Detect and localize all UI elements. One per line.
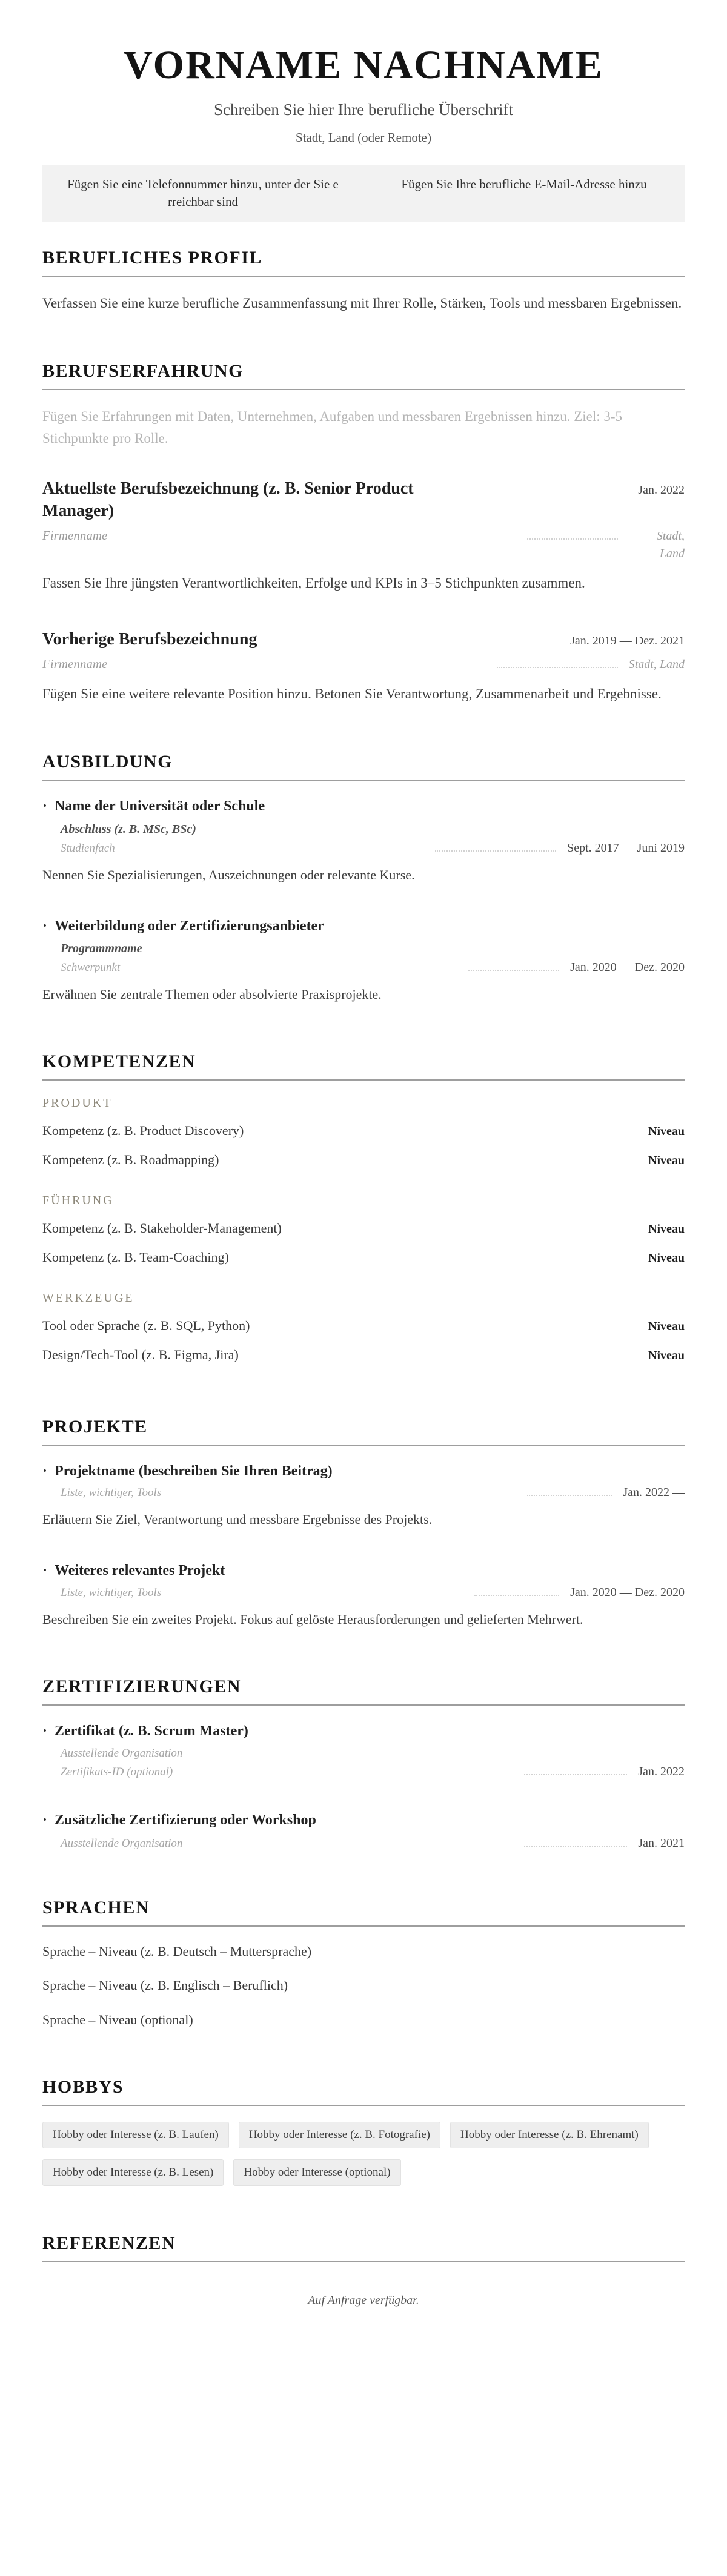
skill-row bbox=[42, 1243, 685, 1272]
job-meta-row bbox=[42, 528, 685, 563]
hobby-chip: Hobby oder Interesse (z. B. Ehrenamt) bbox=[450, 2122, 649, 2148]
job-location: Stadt, Land bbox=[628, 657, 685, 671]
job-title-row bbox=[42, 628, 685, 651]
placeholder-line bbox=[474, 1595, 559, 1596]
issuer: Ausstellende Organisation bbox=[61, 1747, 183, 1760]
skill-name: Tool oder Sprache (z. B. SQL, Python) bbox=[42, 1318, 250, 1334]
skill-group bbox=[42, 1291, 685, 1369]
education-entry bbox=[42, 796, 685, 884]
resume-header bbox=[42, 42, 685, 222]
placeholder-line bbox=[524, 1774, 627, 1775]
certification-entry bbox=[42, 1810, 685, 1850]
skill-name: Kompetenz (z. B. Product Discovery) bbox=[42, 1123, 244, 1139]
certification-meta-row bbox=[61, 1836, 685, 1850]
certification-meta-row bbox=[61, 1765, 685, 1779]
hobby-chip: Hobby oder Interesse (z. B. Fotografie) bbox=[239, 2122, 440, 2148]
skill-level: Niveau bbox=[648, 1125, 685, 1139]
skill-row bbox=[42, 1145, 685, 1174]
placeholder-line bbox=[435, 850, 556, 852]
project-title: · Projektname (beschreiben Sie Ihren Beitrag) bbox=[42, 1462, 685, 1481]
job-title: Vorherige Berufsbezeichnung bbox=[42, 629, 257, 649]
section-education bbox=[42, 752, 685, 1004]
project-dates: Jan. 2020 — Dez. 2020 bbox=[570, 1585, 685, 1599]
issuer: Ausstellende Organisation bbox=[61, 1836, 183, 1850]
education-meta-row bbox=[61, 841, 685, 855]
school-name: · Name der Universität oder Schule bbox=[42, 796, 685, 816]
language-item: Sprache – Niveau (z. B. Englisch – Beruflich) bbox=[42, 1978, 288, 1993]
education-dates: Sept. 2017 — Juni 2019 bbox=[567, 841, 685, 855]
job-dates: Jan. 2019 — Dez. 2021 bbox=[570, 634, 685, 647]
section-heading-education: AUSBILDUNG bbox=[42, 752, 685, 781]
skill-row bbox=[42, 1311, 685, 1340]
section-heading-certifications: ZERTIFIZIERUNGEN bbox=[42, 1677, 685, 1706]
skill-level: Niveau bbox=[648, 1154, 685, 1168]
placeholder-line bbox=[497, 667, 618, 668]
language-item: Sprache – Niveau (optional) bbox=[42, 2012, 193, 2028]
job-summary: Fügen Sie eine weitere relevante Position hinzu. Betonen Sie Verantwortung, Zusammenarbeit und Ergebnisse. bbox=[42, 686, 662, 701]
placeholder-line bbox=[524, 1846, 627, 1847]
section-references bbox=[42, 2233, 685, 2308]
job-meta-row bbox=[42, 656, 685, 674]
project-description: Erläutern Sie Ziel, Verantwortung und messbare Ergebnisse des Projekts. bbox=[42, 1512, 433, 1528]
project-meta-row bbox=[61, 1486, 685, 1500]
field-of-study: Schwerpunkt bbox=[61, 961, 121, 975]
section-heading-languages: SPRACHEN bbox=[42, 1898, 685, 1927]
placeholder-line bbox=[468, 970, 559, 971]
section-profile bbox=[42, 248, 685, 314]
skill-name: Kompetenz (z. B. Roadmapping) bbox=[42, 1152, 219, 1168]
education-meta-row bbox=[61, 961, 685, 975]
skill-group bbox=[42, 1096, 685, 1174]
job-location: Stadt, Land bbox=[656, 529, 685, 561]
placeholder-line bbox=[527, 538, 618, 540]
job-summary: Fassen Sie Ihre jüngsten Verantwortlichkeiten, Erfolge und KPIs in 3–5 Stichpunkten zusammen. bbox=[42, 575, 585, 591]
project-tools: Liste, wichtiger, Tools bbox=[61, 1486, 162, 1500]
section-heading-skills: KOMPETENZEN bbox=[42, 1051, 685, 1081]
section-projects bbox=[42, 1417, 685, 1629]
project-entry bbox=[42, 1462, 685, 1529]
job-entry bbox=[42, 477, 685, 594]
skill-row bbox=[42, 1214, 685, 1243]
language-item: Sprache – Niveau (z. B. Deutsch – Muttersprache) bbox=[42, 1943, 312, 1959]
section-experience bbox=[42, 361, 685, 704]
skill-group-label: PRODUKT bbox=[42, 1096, 113, 1110]
job-title: Aktuellste Berufsbezeichnung (z. B. Senior Product Manager) bbox=[42, 478, 414, 521]
hobby-chip: Hobby oder Interesse (z. B. Lesen) bbox=[42, 2159, 224, 2186]
certification-dates: Jan. 2021 bbox=[638, 1836, 685, 1850]
profile-summary: Verfassen Sie eine kurze berufliche Zusammenfassung mit Ihrer Rolle, Stärken, Tools und messbaren Ergebnissen. bbox=[42, 295, 682, 311]
hobby-chip-list bbox=[42, 2122, 685, 2186]
project-entry bbox=[42, 1561, 685, 1629]
education-note: Nennen Sie Spezialisierungen, Auszeichnungen oder relevante Kurse. bbox=[42, 867, 415, 882]
references-note: Auf Anfrage verfügbar. bbox=[308, 2294, 419, 2307]
contact-bar bbox=[42, 165, 685, 222]
certification-entry bbox=[42, 1721, 685, 1779]
skill-row bbox=[42, 1116, 685, 1145]
skill-level: Niveau bbox=[648, 1320, 685, 1334]
skill-level: Niveau bbox=[648, 1222, 685, 1236]
project-dates: Jan. 2022 — bbox=[623, 1486, 685, 1500]
degree: Abschluss (z. B. MSc, BSc) bbox=[61, 822, 196, 836]
education-dates: Jan. 2020 — Dez. 2020 bbox=[570, 961, 685, 975]
skill-group-label: WERKZEUGE bbox=[42, 1291, 134, 1305]
project-tools: Liste, wichtiger, Tools bbox=[61, 1586, 162, 1599]
section-languages bbox=[42, 1898, 685, 2030]
skill-name: Kompetenz (z. B. Stakeholder-Management) bbox=[42, 1220, 282, 1236]
hobby-chip: Hobby oder Interesse (z. B. Laufen) bbox=[42, 2122, 229, 2148]
section-hobbies bbox=[42, 2077, 685, 2186]
skill-level: Niveau bbox=[648, 1349, 685, 1363]
section-heading-projects: PROJEKTE bbox=[42, 1417, 685, 1446]
skill-name: Design/Tech-Tool (z. B. Figma, Jira) bbox=[42, 1347, 239, 1363]
section-heading-hobbies: HOBBYS bbox=[42, 2077, 685, 2106]
skill-name: Kompetenz (z. B. Team-Coaching) bbox=[42, 1250, 229, 1265]
location-line: Stadt, Land (oder Remote) bbox=[296, 130, 431, 145]
certification-title: · Zertifikat (z. B. Scrum Master) bbox=[42, 1721, 685, 1741]
section-certifications bbox=[42, 1677, 685, 1850]
company-name: Firmenname bbox=[42, 528, 108, 543]
job-title-row bbox=[42, 477, 685, 523]
placeholder-line bbox=[527, 1495, 612, 1496]
email-placeholder: Fügen Sie Ihre berufliche E-Mail-Adresse hinzu bbox=[401, 176, 647, 191]
project-description: Beschreiben Sie ein zweites Projekt. Fokus auf gelöste Herausforderungen und gelieferten Mehrwert. bbox=[42, 1611, 583, 1627]
section-heading-references: REFERENZEN bbox=[42, 2233, 685, 2262]
professional-headline: Schreiben Sie hier Ihre berufliche Überschrift bbox=[213, 100, 514, 119]
section-heading-experience: BERUFSERFAHRUNG bbox=[42, 361, 685, 390]
skill-row bbox=[42, 1340, 685, 1369]
project-meta-row bbox=[61, 1586, 685, 1600]
credential-id: Zertifikats-ID (optional) bbox=[61, 1766, 173, 1779]
job-entry bbox=[42, 628, 685, 704]
skill-group bbox=[42, 1194, 685, 1272]
section-skills bbox=[42, 1051, 685, 1369]
education-entry bbox=[42, 916, 685, 1004]
skill-level: Niveau bbox=[648, 1251, 685, 1265]
education-note: Erwähnen Sie zentrale Themen oder absolvierte Praxisprojekte. bbox=[42, 987, 382, 1002]
certification-title: · Zusätzliche Zertifizierung oder Workshop bbox=[42, 1810, 685, 1830]
school-name: · Weiterbildung oder Zertifizierungsanbieter bbox=[42, 916, 685, 936]
hobby-chip: Hobby oder Interesse (optional) bbox=[233, 2159, 400, 2186]
degree: Programmname bbox=[61, 942, 142, 956]
skill-group-label: FÜHRUNG bbox=[42, 1194, 114, 1208]
job-dates: Jan. 2022 — bbox=[638, 483, 685, 514]
certification-dates: Jan. 2022 bbox=[638, 1765, 685, 1779]
section-heading-profile: BERUFLICHES PROFIL bbox=[42, 248, 685, 277]
project-title: · Weiteres relevantes Projekt bbox=[42, 1561, 685, 1580]
candidate-name: VORNAME NACHNAME bbox=[124, 43, 603, 87]
company-name: Firmenname bbox=[42, 656, 108, 671]
field-of-study: Studienfach bbox=[61, 841, 115, 855]
phone-placeholder: Fügen Sie eine Telefonnummer hinzu, unter der Sie erreichbar sind bbox=[67, 176, 339, 210]
experience-hint: Fügen Sie Erfahrungen mit Daten, Unternehmen, Aufgaben und messbaren Ergebnissen hinzu. Ziel: 3-5 Stichpunkte pro Rolle. bbox=[42, 409, 623, 446]
